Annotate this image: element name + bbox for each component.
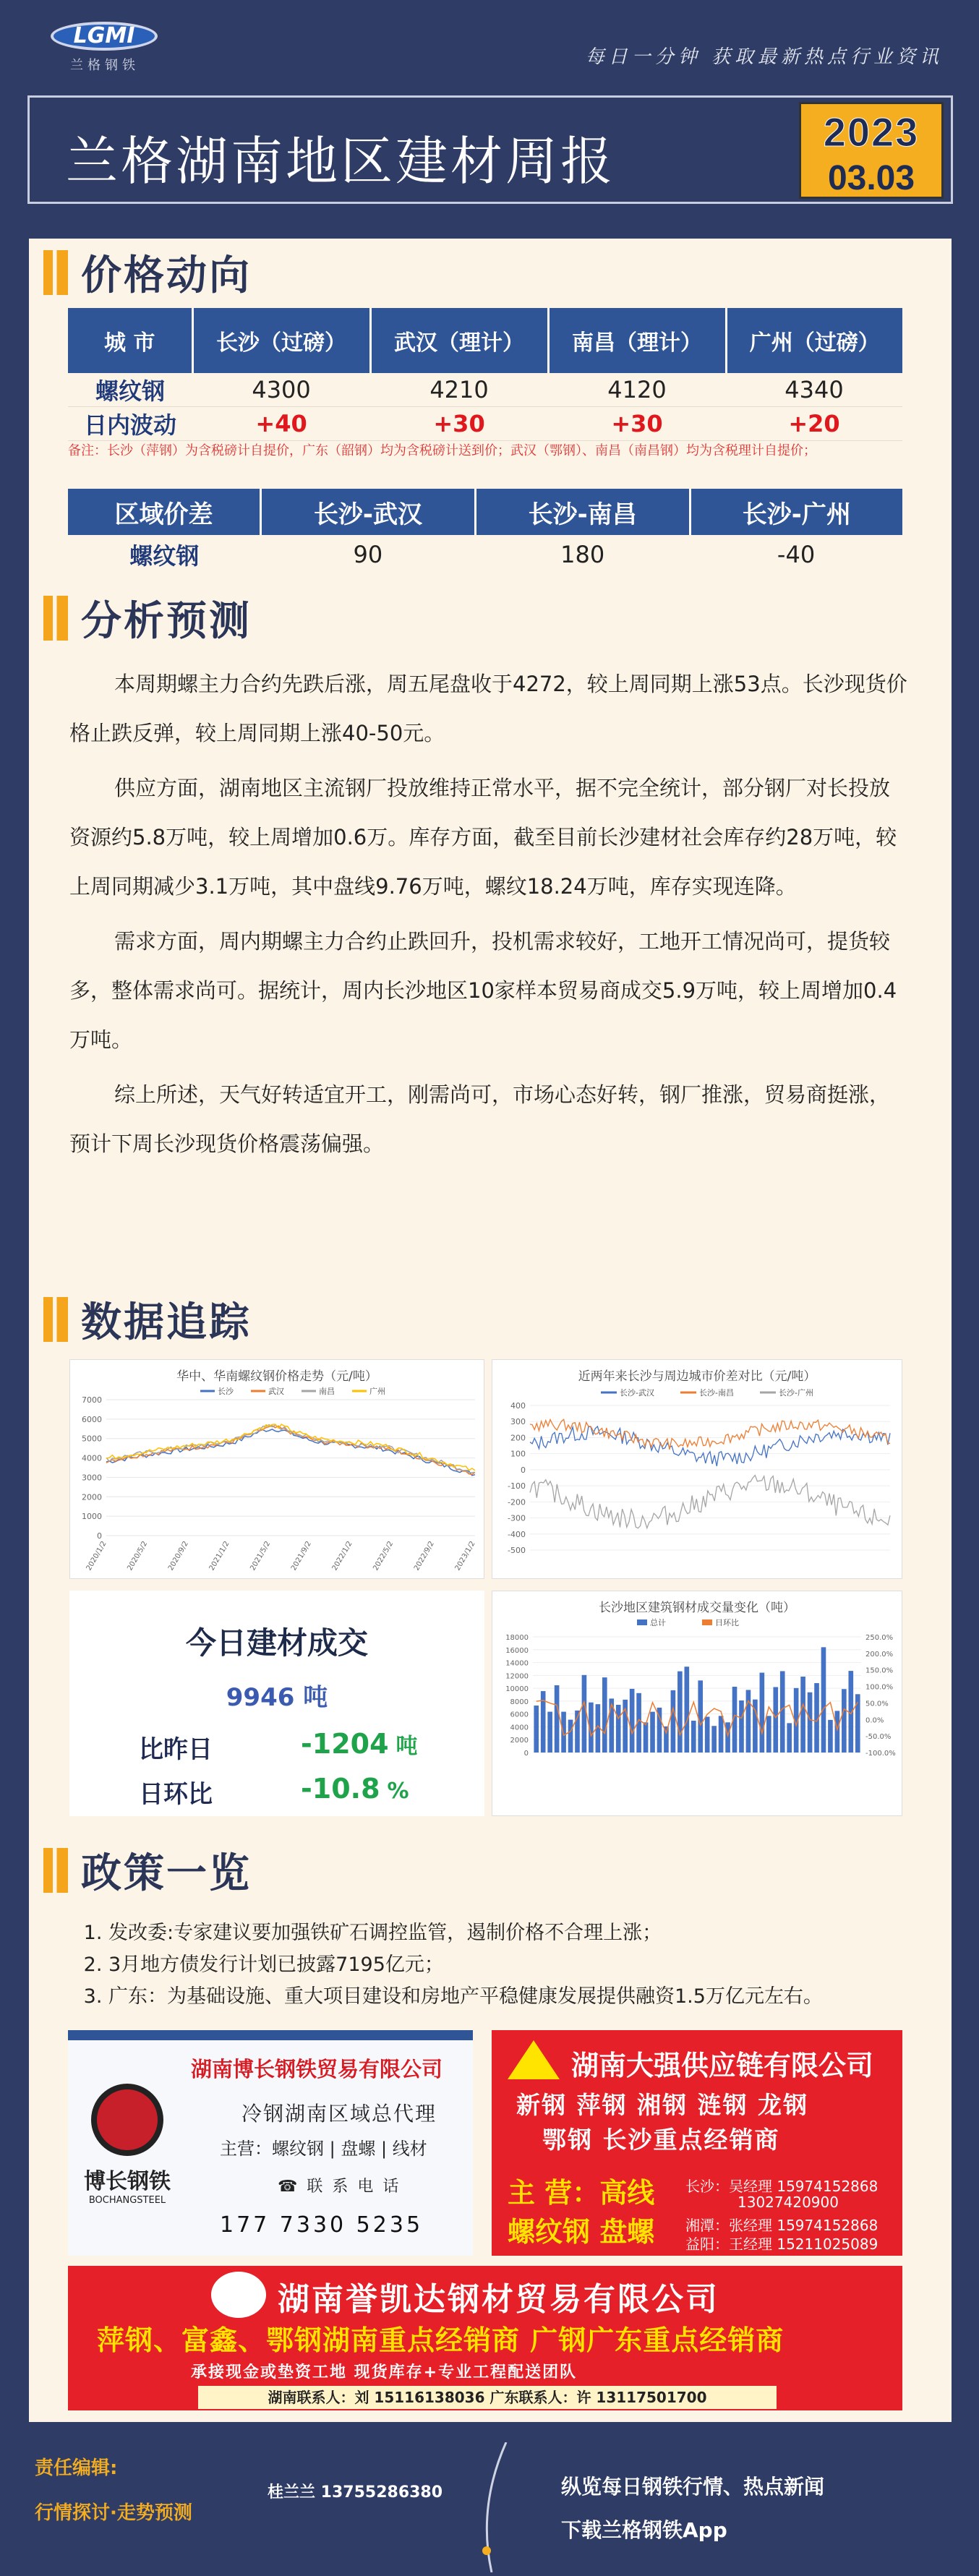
ad-service-line: 承接现金或垫资工地 现货库存+专业工程配送团队	[191, 2363, 578, 2382]
analysis-paragraph: 需求方面，周内期螺主力合约止跌回升，投机需求较好，工地开工情况尚可，提货较多，整体需求尚可。据统计，周内长沙地区10家样本贸易商成交5.9万吨，较上周增加0.4万吨。	[69, 929, 897, 1052]
y-tick-label: 0	[523, 1750, 529, 1758]
daily-volume-card	[69, 1591, 484, 1816]
bar	[555, 1685, 560, 1753]
policy-item: 2. 3月地方债发行计划已披露7195亿元；	[108, 1949, 904, 1981]
spread-header-cell: 长沙-广州	[690, 489, 902, 535]
dod-number: -10.8	[301, 1773, 380, 1805]
bar	[787, 1723, 792, 1753]
chart2-svg	[492, 1384, 903, 1579]
row-label: 螺纹钢	[68, 373, 192, 407]
ad-brands-line2: 鄂钢 长沙重点经销商	[542, 2126, 780, 2154]
slogan: 每日一分钟 获取最新热点行业资讯	[585, 46, 943, 68]
bar	[616, 1705, 621, 1753]
chart-volume	[492, 1591, 902, 1816]
bar	[630, 1689, 635, 1753]
price-note: 备注：长沙（萍钢）为含税磅计自提价，广东（韶钢）均为含税磅计送到价；武汉（鄂钢）、南昌（南昌钢）均为含税理计自提价；	[68, 443, 816, 458]
vs-yesterday-unit: 吨	[396, 1734, 418, 1759]
change-cell: +30	[548, 407, 726, 441]
section-price-header	[43, 247, 252, 298]
spread-cell: 90	[353, 541, 383, 568]
policy-list	[80, 1917, 904, 2013]
bar	[835, 1711, 840, 1753]
legend-label: 广州	[369, 1387, 385, 1396]
x-tick-label: 2021/1/2	[208, 1540, 231, 1572]
y-tick-label: 4000	[510, 1724, 529, 1732]
spread-header-cell: 长沙-武汉	[261, 489, 476, 535]
bar	[800, 1677, 805, 1753]
price-table-header	[68, 308, 902, 373]
bar	[821, 1647, 826, 1753]
bar	[711, 1726, 717, 1753]
legend-swatch	[637, 1619, 647, 1625]
dod-value	[301, 1773, 409, 1805]
x-tick-label: 2020/1/2	[85, 1540, 108, 1572]
y-tick-label: 7000	[82, 1395, 102, 1405]
price-header-cell: 城 市	[68, 308, 192, 373]
bar	[602, 1677, 607, 1753]
change-cell: +30	[370, 407, 548, 441]
y-tick-label: 8000	[510, 1698, 529, 1706]
y-tick-label: 6000	[82, 1414, 102, 1424]
editor-label: 责任编辑:	[35, 2457, 118, 2479]
price-header-cell: 长沙（过磅）	[192, 308, 370, 373]
bar	[685, 1666, 690, 1753]
bar	[623, 1700, 628, 1753]
chart1-svg	[70, 1384, 485, 1579]
legend-swatch	[702, 1619, 712, 1625]
report-year: 2023	[823, 109, 920, 155]
stats-title: 今日建材成交	[185, 1625, 368, 1661]
ad-bochang[interactable]	[68, 2030, 473, 2256]
y-tick-label: 10000	[505, 1685, 529, 1694]
price-cell: 4120	[548, 373, 726, 407]
phone-label-text: 联 系 电 话	[307, 2178, 401, 2196]
vs-yesterday-number: -1204	[301, 1728, 389, 1760]
policy-item: 3. 广东：为基础设施、重大项目建设和房地产平稳健康发展提供融资1.5万亿元左右。	[108, 1981, 904, 2013]
lange-logo	[51, 22, 159, 80]
legend-label: 总计	[650, 1618, 666, 1627]
price-header-cell: 南昌（理计）	[548, 308, 726, 373]
ad-brands-line1: 新钢 萍钢 湘钢 涟钢 龙钢	[516, 2091, 808, 2119]
y-tick-label: -200	[508, 1497, 526, 1507]
analysis-text	[69, 659, 908, 1174]
y-tick-label: 0	[521, 1465, 526, 1475]
y-tick-label: 400	[510, 1401, 526, 1411]
x-tick-label: 2021/5/2	[249, 1540, 273, 1572]
price-table	[68, 308, 902, 441]
section-marker-icon	[43, 250, 68, 295]
ad-company-name: 湖南誉凯达钢材贸易有限公司	[278, 2281, 719, 2318]
chart-spread	[492, 1359, 902, 1579]
section-analysis-header	[43, 593, 252, 643]
bochang-logo	[84, 2084, 171, 2206]
bar	[780, 1671, 785, 1753]
policy-item: 1. 发改委:专家建议要加强铁矿石调控监管，遏制价格不合理上涨；	[108, 1917, 904, 1949]
chart-title: 长沙地区建筑钢材成交量变化（吨）	[599, 1601, 795, 1615]
ad-main-line2: 螺纹钢 盘螺	[508, 2216, 655, 2248]
y-tick-label: 14000	[505, 1659, 529, 1668]
brand-en: BOCHANGSTEEL	[88, 2195, 166, 2206]
x-tick-label: 2022/1/2	[330, 1540, 354, 1572]
y2-tick-label: 200.0%	[865, 1650, 894, 1659]
x-tick-label: 2022/9/2	[412, 1540, 436, 1572]
y-tick-label: 1000	[82, 1512, 102, 1522]
series-line	[106, 1426, 475, 1474]
spread-header-cell: 长沙-南昌	[475, 489, 690, 535]
brand-cn: 博长钢铁	[84, 2169, 171, 2194]
y2-tick-label: 100.0%	[865, 1683, 894, 1692]
daqiang-logo-icon	[508, 2040, 560, 2079]
y-tick-label: 18000	[505, 1634, 529, 1642]
ad-daqiang[interactable]	[492, 2030, 902, 2256]
section-marker-icon	[43, 596, 68, 641]
y-tick-label: 4000	[82, 1453, 102, 1463]
analysis-paragraph: 本周期螺主力合约先跌后涨，周五尾盘收于4272，较上周同期上涨53点。长沙现货价格止跌反弹，较上周同期上涨40-50元。	[69, 672, 907, 745]
y-tick-label: 2000	[82, 1492, 102, 1502]
ad-yukaida[interactable]	[68, 2266, 902, 2410]
y-tick-label: 5000	[82, 1434, 102, 1444]
bar	[561, 1712, 566, 1753]
section-marker-icon	[43, 1297, 68, 1342]
bar	[828, 1720, 833, 1753]
bochang-logo-icon	[91, 2084, 163, 2156]
price-cell: 4300	[192, 373, 370, 407]
legend-label: 长沙-南昌	[699, 1388, 734, 1398]
bar	[547, 1712, 552, 1753]
bar	[650, 1712, 655, 1753]
spread-header-cell: 区域价差	[68, 489, 261, 535]
ad-company-name: 湖南大强供应链有限公司	[571, 2050, 874, 2081]
change-cell: +40	[192, 407, 370, 441]
bar	[719, 1716, 724, 1753]
series-line	[106, 1424, 475, 1471]
y-tick-label: 3000	[82, 1473, 102, 1483]
bar	[568, 1720, 573, 1753]
chart-price-trend	[69, 1359, 484, 1579]
change-cell: +20	[726, 407, 902, 441]
legend-label: 长沙-广州	[779, 1388, 813, 1398]
y2-tick-label: 50.0%	[865, 1700, 889, 1708]
bar	[698, 1680, 703, 1753]
title-box	[27, 95, 953, 204]
section-marker-icon	[43, 1848, 68, 1893]
section-title: 政策一览	[81, 1850, 252, 1897]
section-title: 数据追踪	[81, 1299, 252, 1346]
bar	[760, 1673, 765, 1753]
x-tick-label: 2020/5/2	[126, 1540, 150, 1572]
y-tick-label: 16000	[505, 1646, 529, 1655]
bar	[842, 1689, 847, 1753]
legend-label: 长沙-武汉	[620, 1388, 654, 1398]
report-date: 03.03	[827, 159, 915, 197]
ad-contact: 13027420900	[738, 2194, 839, 2211]
chart-title: 华中、华南螺纹钢价格走势（元/吨）	[176, 1369, 377, 1384]
vs-yesterday-value	[301, 1728, 418, 1760]
bar	[705, 1717, 710, 1753]
spread-table-header	[68, 489, 902, 535]
date-badge	[799, 102, 944, 199]
bar	[739, 1700, 744, 1753]
y2-tick-label: 150.0%	[865, 1666, 894, 1675]
section-title: 价格动向	[81, 252, 252, 299]
section-title: 分析预测	[81, 598, 252, 645]
series-line	[530, 1419, 890, 1450]
price-header-cell: 武汉（理计）	[370, 308, 548, 373]
row-label: 日内波动	[68, 407, 192, 441]
y-tick-label: 12000	[505, 1672, 529, 1681]
legend-label: 武汉	[268, 1387, 284, 1396]
yukaida-logo-icon	[211, 2272, 266, 2318]
table-row	[68, 407, 902, 441]
table-row	[68, 373, 902, 407]
price-cell: 4340	[726, 373, 902, 407]
spread-table	[68, 489, 902, 574]
ad-company-name: 湖南博长钢铁贸易有限公司	[191, 2057, 443, 2081]
bar	[644, 1722, 649, 1753]
y-tick-label: 300	[510, 1417, 526, 1427]
x-tick-label: 2021/9/2	[289, 1540, 313, 1572]
ad-phone-label	[278, 2174, 401, 2196]
editor-contact: 桂兰兰 13755286380	[268, 2483, 443, 2502]
legend-label: 南昌	[319, 1387, 335, 1396]
bar	[671, 1690, 676, 1753]
bar	[677, 1672, 683, 1753]
bar	[808, 1693, 813, 1753]
y-tick-label: -100	[508, 1481, 526, 1492]
price-header-cell: 广州（过磅）	[726, 308, 902, 373]
ad-products: 主营：螺纹钢 | 盘螺 | 线材	[220, 2139, 427, 2159]
ad-contact: 湘潭：张经理 15974152868	[685, 2217, 878, 2234]
legend-label: 日环比	[715, 1618, 739, 1627]
ad-subtitle: 冷钢湖南区域总代理	[241, 2102, 437, 2126]
y2-tick-label: -50.0%	[865, 1733, 892, 1742]
report-title: 兰格湖南地区建材周报	[66, 131, 616, 192]
bar	[746, 1690, 751, 1753]
bar	[582, 1675, 587, 1753]
section-policy-header	[43, 1845, 252, 1896]
ad-contact: 长沙：吴经理 15974152868	[685, 2178, 878, 2195]
x-tick-label: 2023/1/2	[453, 1540, 477, 1572]
chart-title: 近两年来长沙与周边城市价差对比（元/吨）	[578, 1369, 816, 1384]
chart3-svg	[492, 1615, 903, 1816]
footer-cta-app[interactable]: 下载兰格钢铁App	[561, 2518, 727, 2542]
ad-contacts: 湖南联系人：刘 15116138036 广东联系人：许 13117501700	[198, 2386, 777, 2409]
bar	[766, 1716, 771, 1753]
logo-mark: LGMI	[51, 22, 158, 51]
analysis-paragraph: 综上所述，天气好转适宜开工，刚需尚可，市场心态好转，钢厂推涨，贸易商挺涨，预计下周长沙现货价格震荡偏强。	[69, 1082, 891, 1156]
ad-brands-line: 萍钢、富鑫、鄂钢湖南重点经销商 广钢广东重点经销商	[97, 2324, 785, 2356]
editor-tags: 行情探讨·走势预测	[35, 2502, 192, 2524]
y-tick-label: 0	[97, 1531, 102, 1541]
footer-divider-icon	[463, 2442, 521, 2572]
analysis-paragraph: 供应方面，湖南地区主流钢厂投放维持正常水平，据不完全统计，部分钢厂对长投放资源约5.8万吨，较上周增加0.6万。库存方面，截至目前长沙建材社会库存约28万吨，较上周同期减少3.1万吨，其中盘线9.76万吨，螺纹18.24万吨，库存实现连降。	[69, 776, 897, 899]
vs-yesterday-label: 比昨日	[139, 1735, 213, 1764]
ad-contact: 益阳：王经理 15211025089	[685, 2235, 878, 2253]
dod-label: 日环比	[139, 1780, 213, 1809]
x-tick-label: 2020/9/2	[166, 1540, 190, 1572]
x-tick-label: 2022/5/2	[372, 1540, 396, 1572]
top-bar	[0, 0, 979, 101]
y-tick-label: -400	[508, 1529, 526, 1539]
y2-tick-label: 0.0%	[865, 1716, 884, 1725]
footer-cta-news[interactable]: 纵览每日钢铁行情、热点新闻	[561, 2475, 825, 2499]
table-row	[68, 535, 902, 574]
bar	[534, 1706, 539, 1753]
bar	[773, 1687, 778, 1753]
y-tick-label: 100	[510, 1449, 526, 1459]
y-tick-label: 2000	[510, 1737, 529, 1745]
ad-phone: 177 7330 5235	[220, 2212, 424, 2238]
row-label: 螺纹钢	[129, 542, 200, 570]
dod-unit: %	[387, 1779, 409, 1804]
spread-cell: 180	[560, 541, 605, 568]
y2-tick-label: -100.0%	[865, 1750, 896, 1758]
y-tick-label: 6000	[510, 1711, 529, 1719]
ad-main-line1: 主 营：高线	[508, 2177, 655, 2209]
spread-cell: -40	[777, 541, 816, 568]
legend-label: 长沙	[218, 1387, 234, 1396]
y2-tick-label: 250.0%	[865, 1634, 894, 1642]
bar	[691, 1721, 696, 1753]
section-data-header	[43, 1294, 252, 1345]
phone-icon: ☎	[278, 2178, 307, 2196]
price-cell: 4210	[370, 373, 548, 407]
y-tick-label: -500	[508, 1546, 526, 1555]
logo-subtitle: 兰格钢铁	[70, 58, 140, 73]
y-tick-label: 200	[510, 1433, 526, 1443]
y-tick-label: -300	[508, 1513, 526, 1523]
stats-volume: 9946 吨	[226, 1683, 328, 1712]
